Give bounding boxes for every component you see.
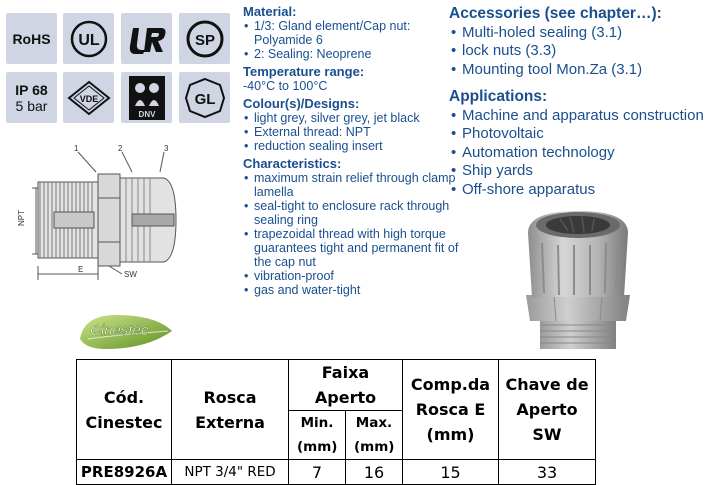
dnv-badge — [121, 72, 172, 123]
characteristics-list — [243, 171, 475, 297]
colours-list — [243, 111, 483, 153]
svg-text:GL: GL — [194, 90, 215, 108]
rohs-label: RoHS — [12, 30, 51, 47]
table-row — [77, 460, 596, 485]
npt-dimension-label: NPT — [17, 210, 26, 226]
rohs-badge — [6, 13, 57, 64]
accessories-section — [449, 5, 707, 79]
header-chave-aperto: Chave de Aperto SW — [499, 360, 596, 460]
ur-icon — [127, 24, 167, 54]
characteristics-heading: Characteristics: — [243, 156, 342, 171]
sw-dimension-label: SW — [124, 270, 137, 279]
list-item: • Mounting tool Mon.Za (3.1) — [449, 61, 707, 80]
list-item: • Machine and apparatus construction — [449, 107, 707, 126]
product-photo — [508, 203, 648, 353]
logo-text: Cinestec — [90, 322, 149, 339]
header-rosca-externa: Rosca Externa — [172, 360, 289, 460]
accessories-list — [449, 24, 707, 80]
callout-1: 1 — [74, 144, 79, 153]
dnv-icon — [129, 76, 165, 120]
applications-section — [449, 88, 707, 199]
list-item: • Ship yards — [449, 162, 707, 181]
applications-heading: Applications: — [449, 88, 548, 105]
applications-list — [449, 107, 707, 200]
callout-3: 3 — [164, 144, 169, 153]
material-heading: Material: — [243, 4, 297, 19]
product-table — [76, 359, 596, 485]
callout-2: 2 — [118, 144, 123, 153]
pressure-label: 5 bar — [15, 97, 48, 114]
cell-comp: 15 — [403, 460, 499, 485]
material-continuation: Polyamide 6 — [254, 33, 323, 47]
svg-text:DNV: DNV — [138, 109, 155, 119]
header-min: Min. (mm) — [289, 411, 346, 460]
header-comp-rosca: Comp.da Rosca E (mm) — [403, 360, 499, 460]
list-item: • maximum strain relief through clamp lamella — [243, 171, 475, 199]
csa-icon — [185, 19, 225, 59]
cinestec-logo — [76, 309, 176, 353]
csa-badge — [179, 13, 230, 64]
cell-code: PRE8926A — [77, 460, 172, 485]
leaf-icon — [76, 309, 176, 353]
list-item: • Photovoltaic — [449, 125, 707, 144]
specs-column — [243, 5, 483, 297]
cell-chave: 33 — [499, 460, 596, 485]
temperature-value: -40°C to 100°C — [243, 79, 328, 93]
material-list — [243, 19, 483, 61]
list-item: • vibration-proof — [243, 269, 475, 283]
temperature-heading: Temperature range: — [243, 64, 365, 79]
ur-recognized-badge — [121, 13, 172, 64]
list-item: • Automation technology — [449, 144, 707, 163]
list-item: • 2: Sealing: Neoprene — [243, 47, 483, 61]
ip68-label: IP 68 — [15, 81, 48, 98]
list-item: • trapezoidal thread with high torque guarantees tight and permanent fit of the cap nut — [243, 227, 475, 269]
technical-drawing — [14, 142, 214, 287]
vde-badge — [63, 72, 114, 123]
header-cod-cinestec: Cód. Cinestec — [77, 360, 172, 460]
gl-icon — [184, 77, 226, 119]
list-item: • light grey, silver grey, jet black — [243, 111, 483, 125]
e-dimension-label: E — [78, 265, 84, 274]
list-item: • reduction sealing insert — [243, 139, 483, 153]
list-item: • lock nuts (3.3) — [449, 42, 707, 61]
list-item: • Multi-holed sealing (3.1) — [449, 24, 707, 43]
ul-badge — [63, 13, 114, 64]
accessories-heading: Accessories (see chapter…): — [449, 5, 662, 22]
ip68-badge — [6, 72, 57, 123]
colours-heading: Colour(s)/Designs: — [243, 96, 360, 111]
ul-icon — [69, 19, 109, 59]
cell-rosca: NPT 3/4" RED — [172, 460, 289, 485]
list-item: • gas and water-tight — [243, 283, 475, 297]
header-faixa-aperto: Faixa Aperto — [289, 360, 403, 411]
svg-text:UL: UL — [77, 31, 100, 49]
cell-min: 7 — [289, 460, 346, 485]
svg-text:VDE: VDE — [79, 93, 98, 104]
header-max: Max. (mm) — [346, 411, 403, 460]
svg-text:SP: SP — [194, 31, 215, 49]
gl-badge — [179, 72, 230, 123]
list-item: • seal-tight to enclosure rack through sealing ring — [243, 199, 475, 227]
list-item: • External thread: NPT — [243, 125, 483, 139]
list-item: • Off-shore apparatus — [449, 181, 707, 200]
cell-max: 16 — [346, 460, 403, 485]
vde-icon — [67, 80, 111, 116]
list-item: • 1/3: Gland element/Cap nut: Polyamide 6 — [243, 19, 483, 47]
